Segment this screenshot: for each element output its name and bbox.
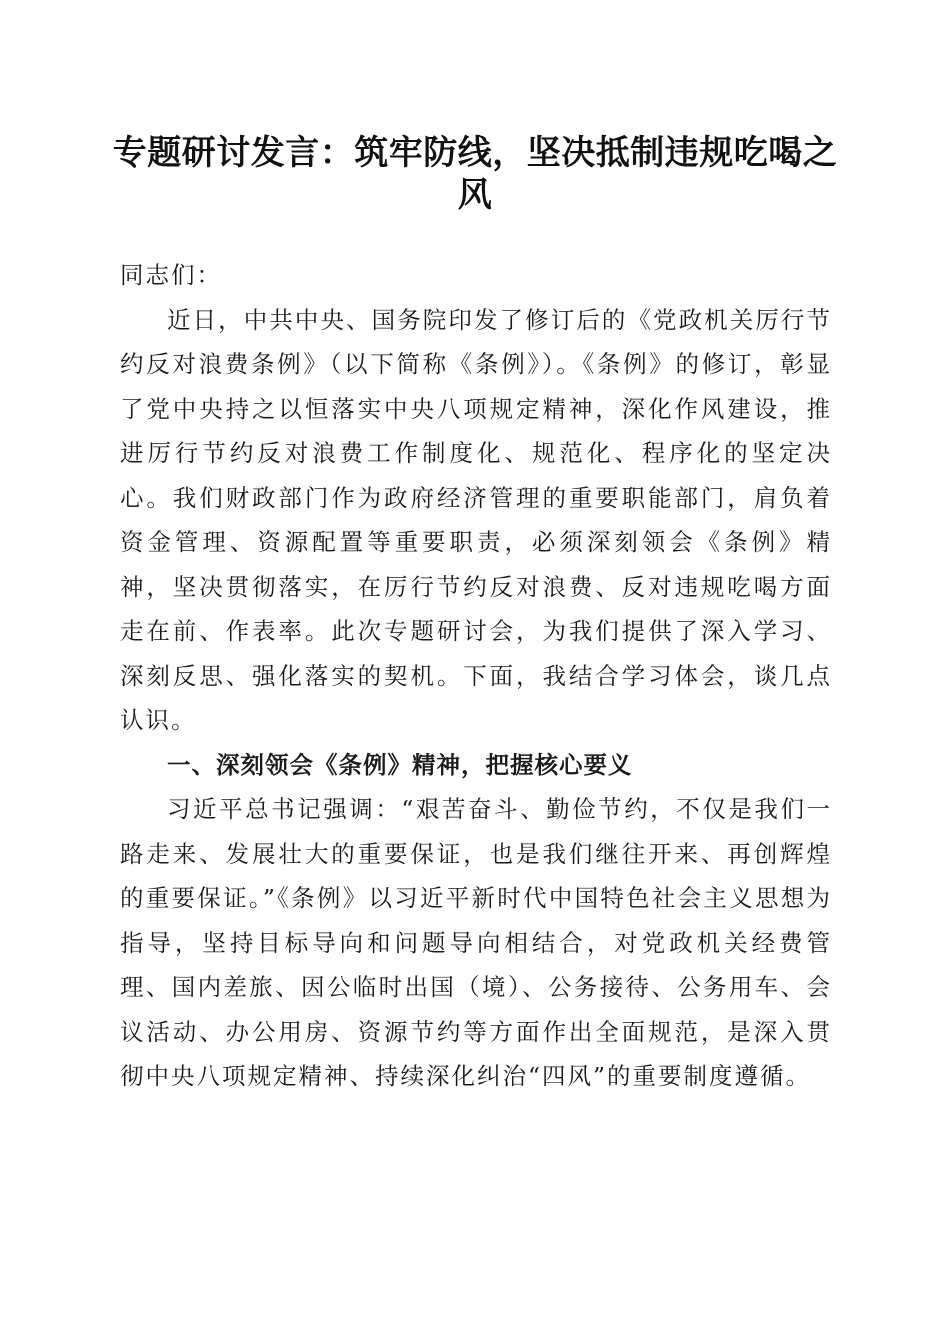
document-title: 专题研讨发言：筑牢防线，坚决抵制违规吃喝之风 xyxy=(112,133,838,215)
document-body xyxy=(120,253,832,1099)
intro-paragraph: 近日，中共中央、国务院印发了修订后的《党政机关厉行节约反对浪费条例》（以下简称《条例》）。《条例》的修订，彰显了党中央持之以恒落实中央八项规定精神，深化作风建设，推进厉行节约反对浪费工作制度化、规范化、程序化的坚定决心。我们财政部门作为政府经济管理的重要职能部门，肩负着资金管理、资源配置等重要职责，必须深刻领会《条例》精神，坚决贯彻落实，在厉行节约反对浪费、反对违规吃喝方面走在前、作表率。此次专题研讨会，为我们提供了深入学习、深刻反思、强化落实的契机。下面，我结合学习体会，谈几点认识。 xyxy=(120,305,832,734)
section-heading-1: 一、深刻领会《条例》精神，把握核心要义 xyxy=(167,750,633,779)
salutation: 同志们： xyxy=(120,261,222,289)
section-1-paragraph: 习近平总书记强调：“艰苦奋斗、勤俭节约，不仅是我们一路走来、发展壮大的重要保证，也是我们继往开来、再创辉煌的重要保证。”《条例》以习近平新时代中国特色社会主义思想为指导，坚持目标导向和问题导向相结合，对党政机关经费管理、国内差旅、因公临时出国（境）、公务接待、公务用车、会议活动、办公用房、资源节约等方面作出全面规范，是深入贯彻中央八项规定精神、持续深化纠治“四风”的重要制度遵循。 xyxy=(120,795,832,1090)
